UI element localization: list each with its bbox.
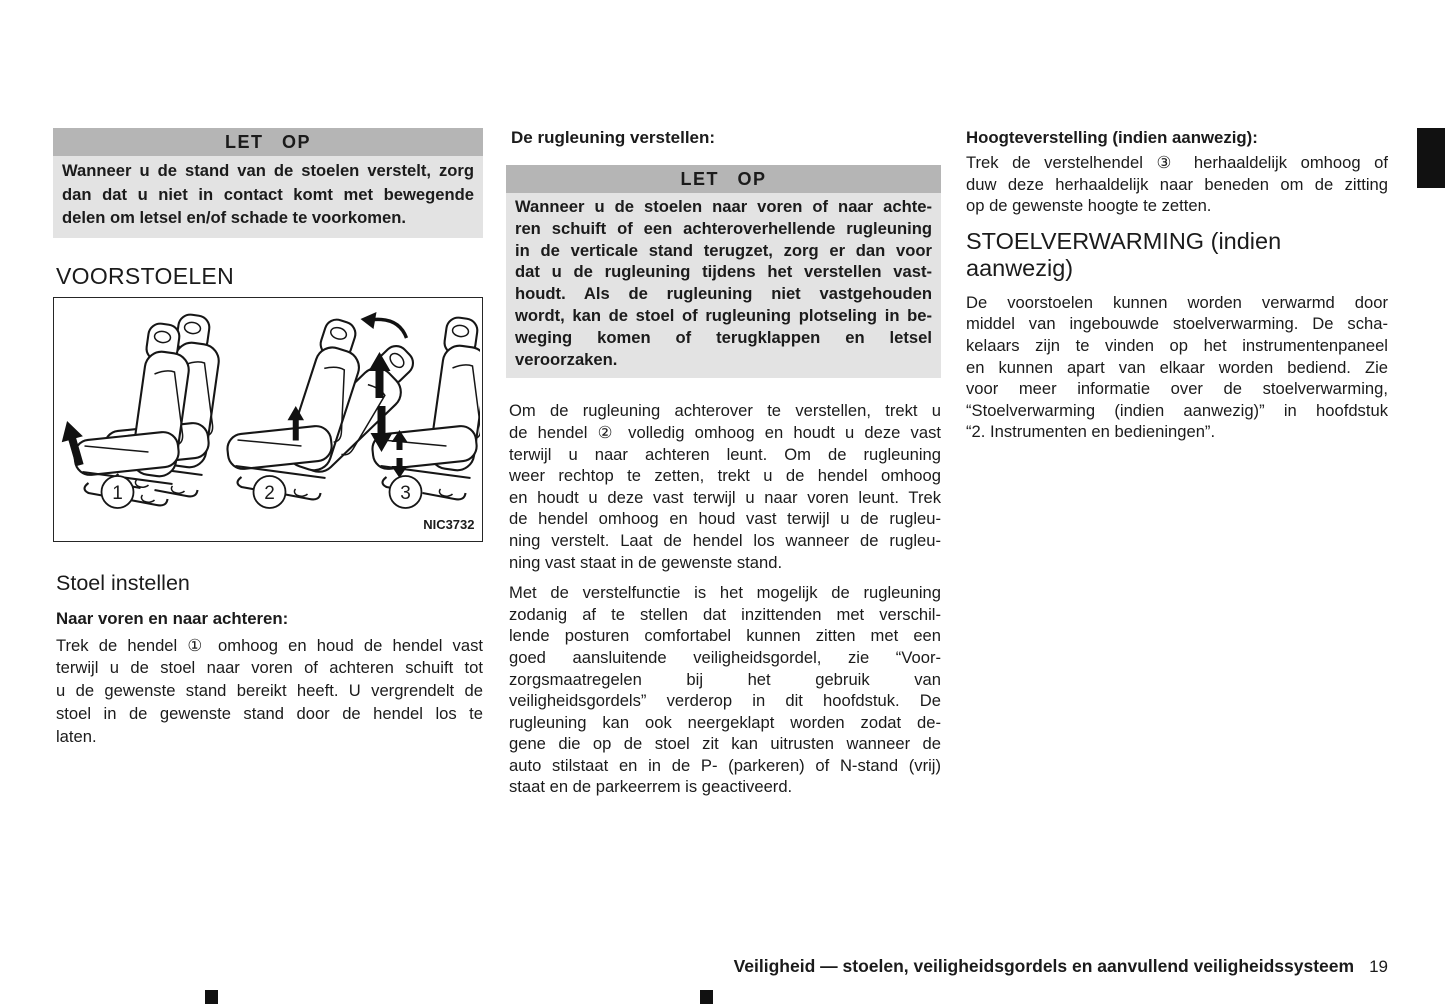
recline-curved-arrow-icon — [370, 319, 407, 338]
right-paragraph-2: De voorstoelen kunnen worden verwarmd door middel van ingebouwde stoelverwarming. De scha- kelaars zijn te vinden op het instrumentenpaneel en kunnen apart van elkaar worden bediend. Zie voor meer informatie over de stoelverwarming, “Stoelverwarming (indien aanwezig)” in hoofdstuk “2. Instrumenten en bedieningen”. — [966, 292, 1388, 442]
chapter-tab-marker — [1417, 128, 1445, 188]
caution-box-seats — [53, 128, 483, 238]
callout-3: 3 — [400, 482, 411, 504]
seats-illustration — [54, 298, 480, 538]
callout-1: 1 — [112, 482, 123, 504]
right-paragraph-1: Trek de verstelhendel ③ herhaaldelijk omhoog of duw deze herhaaldelijk naar beneden om de zitting op de gewenste hoogte te zetten. — [966, 153, 1388, 216]
para-title-naar-voren: Naar voren en naar achteren: — [56, 608, 289, 628]
section-heading-stoelverwarming: STOELVERWARMING (indien aanwezig) — [966, 227, 1282, 281]
figure-seat-group-3 — [369, 316, 481, 499]
seat-adjustment-figure — [53, 297, 483, 542]
middle-column — [506, 128, 941, 807]
caution-box-title: LET OP — [506, 165, 941, 193]
caution-box-title: LET OP — [53, 128, 483, 156]
para-title-rugleuning: De rugleuning verstellen: — [511, 128, 716, 147]
left-column — [53, 128, 483, 757]
sub-heading-stoel-instellen: Stoel instellen — [56, 570, 190, 595]
callout-2: 2 — [264, 482, 275, 504]
figure-code: NIC3732 — [423, 516, 475, 532]
footer-page-number: 19 — [1369, 957, 1388, 976]
caution-box-text: Wanneer u de stand van de stoelen verstelt, zorg dan dat u niet in contact komt met bewegende delen om letsel en/of schade te voorkomen. — [53, 156, 483, 238]
print-mark — [205, 990, 218, 1004]
right-column — [966, 128, 1388, 452]
page-footer — [734, 956, 1388, 977]
para-title-hoogteverstelling: Hoogteverstelling (indien aanwezig): — [966, 128, 1258, 147]
section-heading-voorstoelen: VOORSTOELEN — [56, 262, 234, 289]
middle-paragraph-1: Om de rugleuning achterover te verstellen, trekt u de hendel ② volledig omhoog en houdt u deze vast terwijl u naar achteren leunt. Om de rugleuning weer rechtop te zetten, trekt u de hendel omhoog en houdt u deze vast terwijl u naar voren leunt. Trek de hendel omhoog en houd vast terwijl u de rugleu- ning verstelt. Laat de hendel los wanneer de rugleu- ning vast staat in de gewenste stand. — [509, 401, 941, 572]
footer-section-title: Veiligheid — stoelen, veiligheidsgordels en aanvullend veiligheidssysteem — [733, 956, 1355, 976]
caution-box-rugleuning — [506, 165, 941, 378]
recline-curved-arrowhead-icon — [361, 312, 377, 329]
left-paragraph-1: Trek de hendel ① omhoog en houd de hendel vast terwijl u de stoel naar voren of achteren schuift tot u de gewenste stand bereikt heeft. U vergrendelt de stoel in de gewenste stand door de hendel los te laten. — [56, 635, 483, 746]
middle-paragraph-2: Met de verstelfunctie is het mogelijk de rugleuning zodanig af te stellen dat inzittenden met verschil- lende posturen comfortabel kunnen zitten met een goed aansluitende veiligheidsgordel, zie “Voor- zorgsmaatregelen bij het gebruik van veiligheidsgordels” verderop in dit hoofdstuk. De rugleuning kan ook neergeklapt worden zodat de- gene die op de stoel zit kan uitrusten wanneer de auto stilstaat en in de P- (parkeren) of N-stand (vrij) staat en de parkeerrem is geactiveerd. — [509, 583, 941, 797]
caution-box-text: Wanneer u de stoelen naar voren of naar achte- ren schuift of een achteroverhellende rugleuning in de verticale stand terugzet, zorg er dan voor dat u de rugleuning tijdens het verstellen vast- houdt. Als de rugleuning niet vastgehouden wordt, kan de stoel of rugleuning plotseling in be- weging komen of terugklappen en letsel veroorzaken. — [506, 193, 941, 378]
print-mark — [700, 990, 713, 1004]
figure-seat-group-1 — [57, 313, 221, 505]
